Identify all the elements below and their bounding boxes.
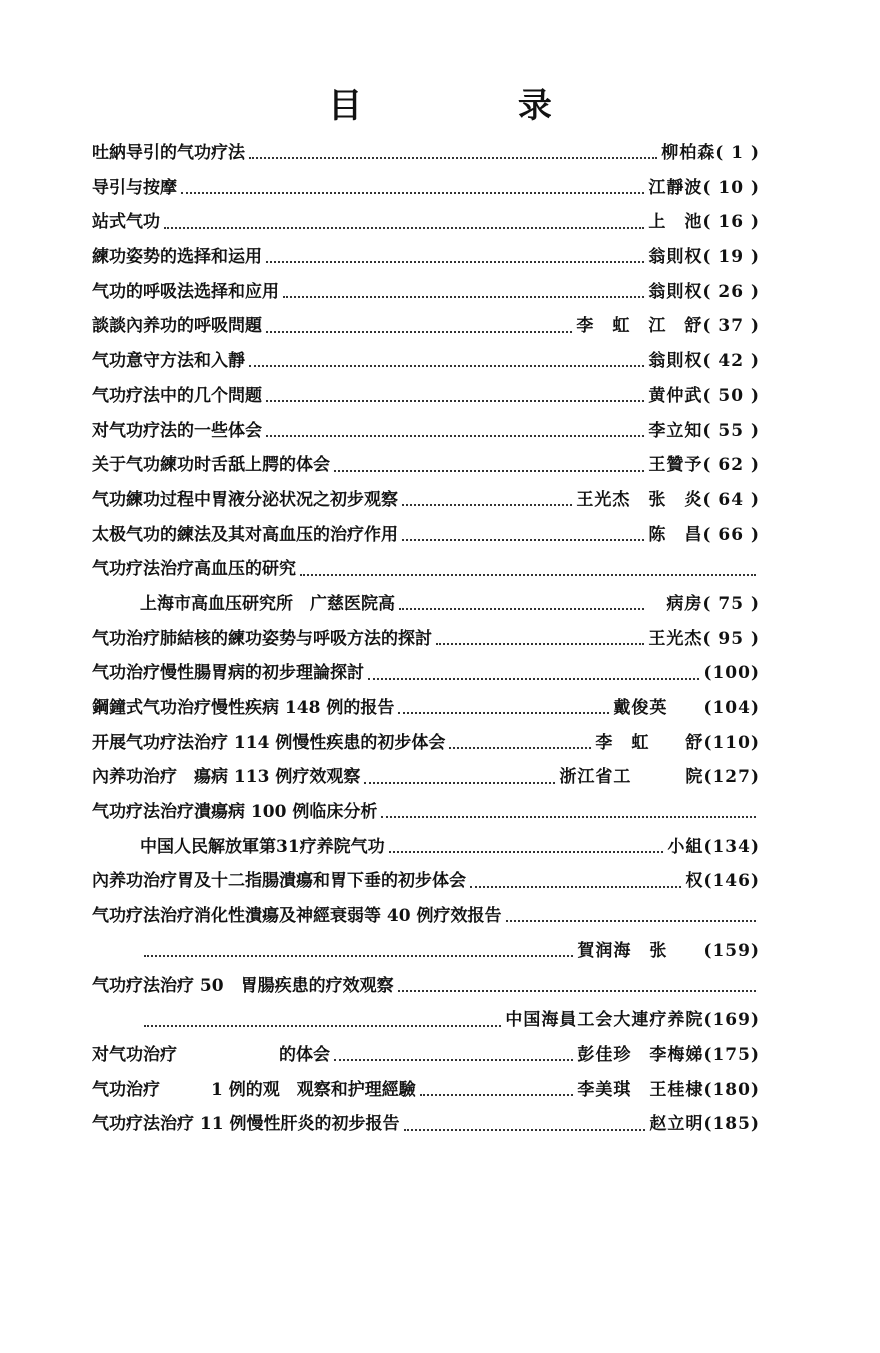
toc-entry-title: 太极气功的練法及其对高血压的治疗作用 bbox=[92, 524, 398, 545]
toc-entry-author-page: 江靜波( 10 ) bbox=[648, 177, 760, 198]
toc-entry bbox=[92, 381, 760, 416]
toc-entry-author-page: 黄仲武( 50 ) bbox=[648, 385, 760, 406]
toc-entry-title: 气功治疗慢性腸胃病的初步理論探討 bbox=[92, 663, 364, 684]
toc-entry-title: 鋼鐘式气功治疗慢性疾病 148 例的报告 bbox=[92, 698, 395, 718]
toc-entry-title: 气功練功过程中胃液分泌状况之初步观察 bbox=[92, 489, 398, 510]
toc-entry-title: 吐納导引的气功疗法 bbox=[92, 143, 245, 163]
toc-entry-author-page: 李美琪 王桂棣(180) bbox=[577, 1079, 760, 1100]
dot-leader bbox=[266, 400, 644, 402]
dot-leader bbox=[381, 816, 756, 818]
toc-entry bbox=[92, 866, 760, 901]
toc-entry-author-page: 戴俊英 (104) bbox=[613, 698, 760, 718]
toc-entry-title: 中国人民解放軍第31疗养院气功 bbox=[140, 836, 385, 857]
toc-entry-title: 气功疗法治疗消化性潰瘍及神經衰弱等 40 例疗效报告 bbox=[92, 906, 502, 927]
toc-entry-author-page: 上 池( 16 ) bbox=[648, 212, 760, 233]
toc-entry-author-page: 李 虹 舒(110) bbox=[595, 732, 760, 753]
toc-entry-title: 站式气功 bbox=[92, 212, 160, 233]
dot-leader bbox=[164, 227, 644, 229]
dot-leader bbox=[398, 990, 756, 992]
toc-entry-author-page: 王光杰 张 炎( 64 ) bbox=[576, 489, 760, 510]
toc-entry bbox=[92, 1109, 760, 1144]
toc-entry-author-page: 賀润海 张 (159) bbox=[577, 940, 760, 961]
toc-entry-author-page: 中国海員工会大連疗养院(169) bbox=[505, 1010, 760, 1031]
toc-entry bbox=[92, 936, 760, 971]
dot-leader bbox=[300, 574, 756, 576]
toc-entry-author-page: 陈 昌( 66 ) bbox=[648, 524, 760, 545]
dot-leader bbox=[506, 920, 757, 922]
dot-leader bbox=[402, 504, 572, 506]
dot-leader bbox=[266, 435, 644, 437]
dot-leader bbox=[181, 192, 644, 194]
dot-leader bbox=[364, 782, 555, 784]
toc-entry-title: 气功疗法治疗 11 例慢性肝炎的初步报告 bbox=[92, 1114, 400, 1135]
toc-entry-title: 导引与按摩 bbox=[92, 177, 177, 198]
toc-entry bbox=[92, 1075, 760, 1110]
toc-entry-title: 气功意守方法和入靜 bbox=[92, 351, 245, 372]
dot-leader bbox=[334, 1059, 573, 1061]
toc-entry-author-page: 翁則权( 26 ) bbox=[648, 281, 760, 302]
toc-entry bbox=[92, 242, 760, 277]
toc-entry bbox=[92, 485, 760, 520]
dot-leader bbox=[249, 157, 657, 159]
toc-entry bbox=[92, 173, 760, 208]
toc-entry-author-page: 权(146) bbox=[685, 871, 760, 892]
toc-entry-title: 开展气功疗法治疗 114 例慢性疾患的初步体会 bbox=[92, 732, 446, 753]
toc-entry-author-page: 柳柏森( 1 ) bbox=[661, 143, 760, 163]
toc-entry-title: 練功姿势的选择和运用 bbox=[92, 247, 262, 268]
toc-entry bbox=[92, 728, 760, 763]
toc-entry-title: 关于气功練功时舌舐上腭的体会 bbox=[92, 455, 330, 476]
toc-entry bbox=[92, 311, 760, 346]
toc-entry-title: 气功疗法治疗高血压的研究 bbox=[92, 559, 296, 580]
dot-leader bbox=[402, 539, 644, 541]
toc-entry bbox=[92, 797, 760, 832]
toc-entry bbox=[92, 1005, 760, 1040]
toc-entry-title: 气功治疗肺結核的練功姿势与呼吸方法的探討 bbox=[92, 628, 432, 649]
toc-entry bbox=[92, 450, 760, 485]
dot-leader bbox=[368, 678, 699, 680]
toc-entry-author-page: 王贊予( 62 ) bbox=[648, 455, 760, 476]
page-title: 目 录 bbox=[328, 86, 624, 126]
toc-entry bbox=[92, 693, 760, 728]
toc-entry-title: 气功治疗 1 例的观 观察和护理經驗 bbox=[92, 1079, 416, 1100]
toc-entry bbox=[92, 832, 760, 867]
toc-entry bbox=[92, 520, 760, 555]
toc-entry-author-page: 病房( 75 ) bbox=[648, 593, 760, 614]
toc-entry bbox=[92, 1040, 760, 1075]
toc-entry bbox=[92, 589, 760, 624]
dot-leader bbox=[266, 331, 572, 333]
toc-entry bbox=[92, 554, 760, 589]
toc-entry-author-page: 小組(134) bbox=[667, 836, 760, 857]
dot-leader bbox=[144, 955, 573, 957]
toc-entry-author-page: 浙江省工 院(127) bbox=[559, 767, 760, 788]
dot-leader bbox=[404, 1129, 646, 1131]
toc-entry-title: 对气功治疗 的体会 bbox=[92, 1044, 330, 1065]
dot-leader bbox=[449, 747, 591, 749]
toc-entry-author-page: 王光杰( 95 ) bbox=[648, 628, 760, 649]
toc-entry bbox=[92, 624, 760, 659]
dot-leader bbox=[399, 608, 644, 610]
toc-entry-title: 內养功治疗胃及十二指腸潰瘍和胃下垂的初步体会 bbox=[92, 871, 466, 892]
dot-leader bbox=[283, 296, 644, 298]
dot-leader bbox=[398, 712, 609, 714]
toc-entry-author-page: (100) bbox=[703, 663, 760, 684]
toc-entry bbox=[92, 901, 760, 936]
toc-entry bbox=[92, 416, 760, 451]
toc-entry-author-page: 李 虹 江 舒( 37 ) bbox=[576, 316, 760, 337]
dot-leader bbox=[470, 886, 681, 888]
toc-entry-author-page: 李立知( 55 ) bbox=[648, 420, 760, 441]
toc-entry bbox=[92, 762, 760, 797]
toc-entry-title: 气功的呼吸法选择和应用 bbox=[92, 281, 279, 302]
toc-entry bbox=[92, 138, 760, 173]
toc-entry bbox=[92, 346, 760, 381]
toc-entry-author-page: 翁則权( 42 ) bbox=[648, 351, 760, 372]
toc-entry-title: 上海市高血压研究所 广慈医院高 bbox=[140, 593, 395, 614]
toc-entry-title: 內养功治疗 瘍病 113 例疗效观察 bbox=[92, 767, 361, 788]
toc-entry bbox=[92, 277, 760, 312]
toc-entry bbox=[92, 207, 760, 242]
toc-entry-author-page: 赵立明(185) bbox=[649, 1114, 760, 1135]
dot-leader bbox=[420, 1094, 574, 1096]
dot-leader bbox=[334, 470, 644, 472]
table-of-contents bbox=[92, 138, 760, 1144]
dot-leader bbox=[249, 365, 644, 367]
dot-leader bbox=[389, 851, 664, 853]
dot-leader bbox=[436, 643, 644, 645]
toc-entry bbox=[92, 971, 760, 1006]
toc-entry-author-page: 翁則权( 19 ) bbox=[648, 247, 760, 268]
toc-entry-title: 談談內养功的呼吸問題 bbox=[92, 316, 262, 337]
toc-entry-title: 气功疗法中的几个問题 bbox=[92, 385, 262, 406]
dot-leader bbox=[266, 261, 644, 263]
toc-entry-title: 气功疗法治疗 50 胃腸疾患的疗效观察 bbox=[92, 975, 394, 996]
toc-entry-author-page: 彭佳珍 李梅娣(175) bbox=[577, 1044, 760, 1065]
dot-leader bbox=[144, 1025, 501, 1027]
toc-entry-title: 气功疗法治疗潰瘍病 100 例临床分析 bbox=[92, 802, 378, 823]
toc-entry bbox=[92, 658, 760, 693]
toc-entry-title: 对气功疗法的一些体会 bbox=[92, 420, 262, 441]
